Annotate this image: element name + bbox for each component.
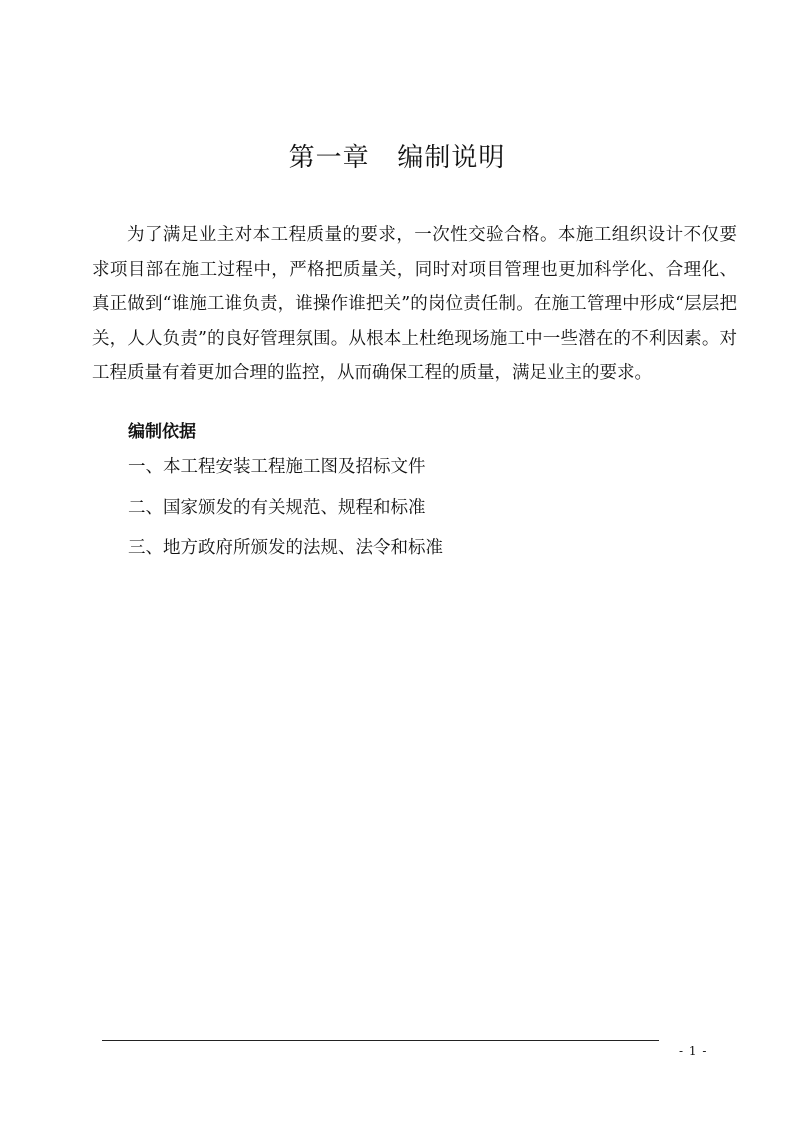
basis-heading: 编制依据 bbox=[128, 422, 196, 442]
page-number: - 1 - bbox=[679, 1044, 708, 1058]
chapter-title: 第一章 编制说明 bbox=[288, 143, 506, 173]
basis-item: 二、国家颁发的有关规范、规程和标准 bbox=[128, 497, 426, 518]
basis-item: 三、地方政府所颁发的法规、法令和标准 bbox=[128, 538, 443, 558]
basis-list bbox=[128, 454, 443, 576]
footer-divider bbox=[102, 1040, 659, 1041]
intro-paragraph: 为了满足业主对本工程质量的要求，一次性交验合格。本施工组织设计不仅要求项目部在施工过程中，严格把质量关，同时对项目管理也更加科学化、合理化、真正做到“谁施工谁负责，谁操作谁把关”的岗位责任制。在施工管理中形成“层层把关，人人负责”的良好管理氛围。从根本上杜绝现场施工中一些潜在的不利因素。对工程质量有着更加合理的监控，从而确保工程的质量，满足业主的要求。 bbox=[92, 225, 737, 383]
basis-item: 一、本工程安装工程施工图及招标文件 bbox=[128, 457, 426, 477]
